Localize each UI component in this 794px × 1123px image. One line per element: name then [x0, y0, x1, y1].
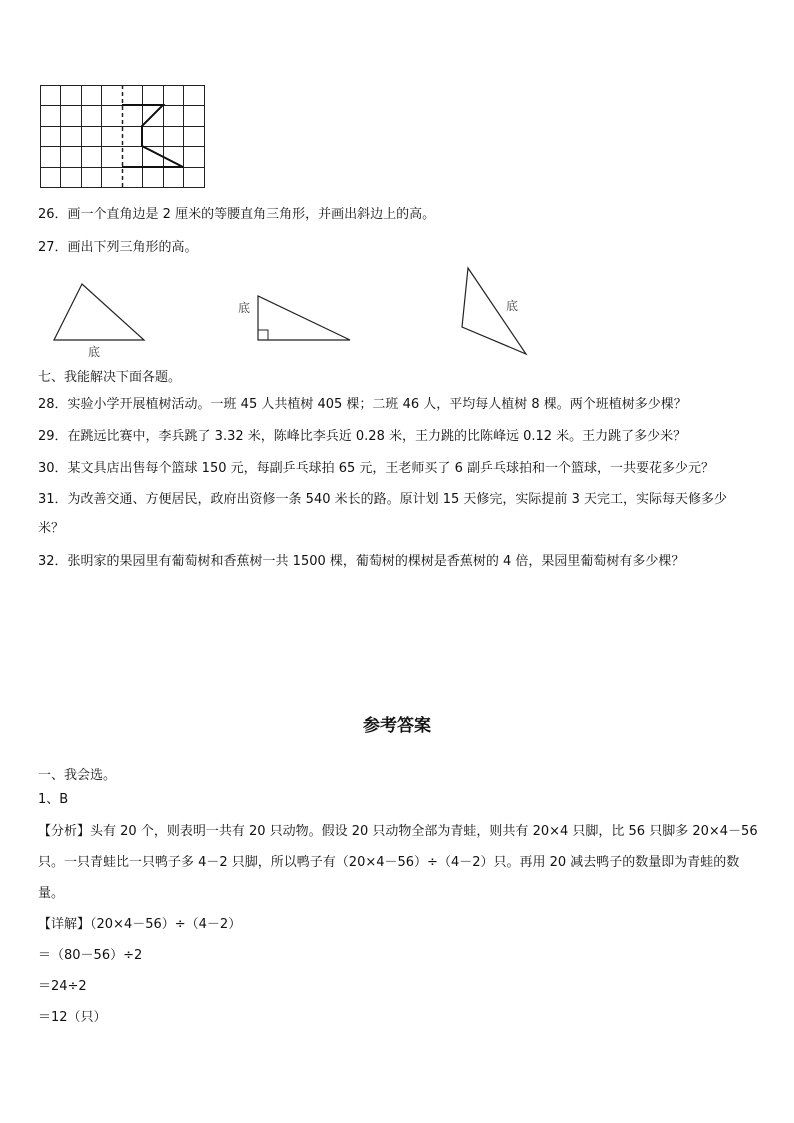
base-label: 底 [506, 299, 519, 313]
analysis-line-3: 量。 [38, 886, 65, 901]
analysis-label: 【分析】 [38, 824, 91, 839]
detail-line-3: ＝24÷2 [38, 979, 87, 994]
grid-figure [40, 85, 208, 189]
triangle-a [50, 280, 150, 360]
detail-text: （20×4－56）÷（4－2） [90, 917, 242, 932]
problem-28 [38, 396, 687, 414]
detail-line-2: ＝（80－56）÷2 [38, 948, 143, 963]
problem-30 [38, 460, 714, 478]
detail-line-1 [38, 916, 241, 934]
problem-text: 张明家的果园里有葡萄树和香蕉树一共 1500 棵，葡萄树的棵树是香蕉树的 4 倍，果园里葡萄树有多少棵？ [67, 554, 685, 569]
question-27 [38, 239, 198, 257]
problem-text: 在跳远比赛中，李兵跳了 3.32 米，陈峰比李兵近 0.28 米，王力跳的比陈峰远 0.12 米。王力跳了多少米？ [67, 429, 687, 444]
base-label: 底 [88, 345, 101, 359]
answers-title: 参考答案 [363, 716, 431, 736]
problem-number: 28． [38, 397, 68, 412]
question-text: 画出下列三角形的高。 [67, 240, 198, 255]
problem-number: 31． [38, 492, 68, 507]
answers-section-1: 一、我会选。 [38, 768, 117, 783]
question-text: 画一个直角边是 2 厘米的等腰直角三角形，并画出斜边上的高。 [67, 207, 436, 222]
base-label: 底 [238, 301, 251, 315]
problem-text: 实验小学开展植树活动。一班 45 人共植树 405 棵；二班 46 人，平均每人植树 8 棵。两个班植树多少棵？ [67, 397, 687, 412]
problem-number: 29． [38, 429, 68, 444]
question-26 [38, 206, 435, 224]
problem-31 [38, 491, 727, 509]
detail-line-4: ＝12（只） [38, 1010, 107, 1025]
analysis-text: 头有 20 个，则表明一共有 20 只动物。假设 20 只动物全部为青蛙，则共有 20×4 只脚，比 56 只脚多 20×4－56 [90, 824, 758, 839]
problem-number: 30． [38, 461, 68, 476]
section-7-heading: 七、我能解决下面各题。 [38, 370, 182, 385]
question-number: 26． [38, 207, 68, 222]
problem-31-continuation: 米？ [38, 521, 65, 536]
problem-text: 某文具店出售每个篮球 150 元，每副乒乓球拍 65 元，王老师买了 6 副乒乓球拍和一个篮球，一共要花多少元？ [67, 461, 714, 476]
triangle-b [234, 290, 354, 346]
problem-29 [38, 428, 686, 446]
problem-32 [38, 553, 684, 571]
half-shape [122, 105, 183, 167]
analysis-line-1 [38, 823, 758, 841]
answer-item-1: 1、B [38, 792, 69, 807]
problem-number: 32． [38, 554, 68, 569]
analysis-line-2: 只。一只青蛙比一只鸭子多 4－2 只脚，所以鸭子有（20×4－56）÷（4－2）只。再用 20 减去鸭子的数量即为青蛙的数 [38, 855, 740, 870]
problem-text: 为改善交通、方便居民，政府出资修一条 540 米长的路。原计划 15 天修完，实际提前 3 天完工，实际每天修多少 [67, 492, 727, 507]
question-number: 27． [38, 240, 68, 255]
triangle-c [456, 264, 536, 358]
detail-label: 【详解】 [38, 917, 91, 932]
